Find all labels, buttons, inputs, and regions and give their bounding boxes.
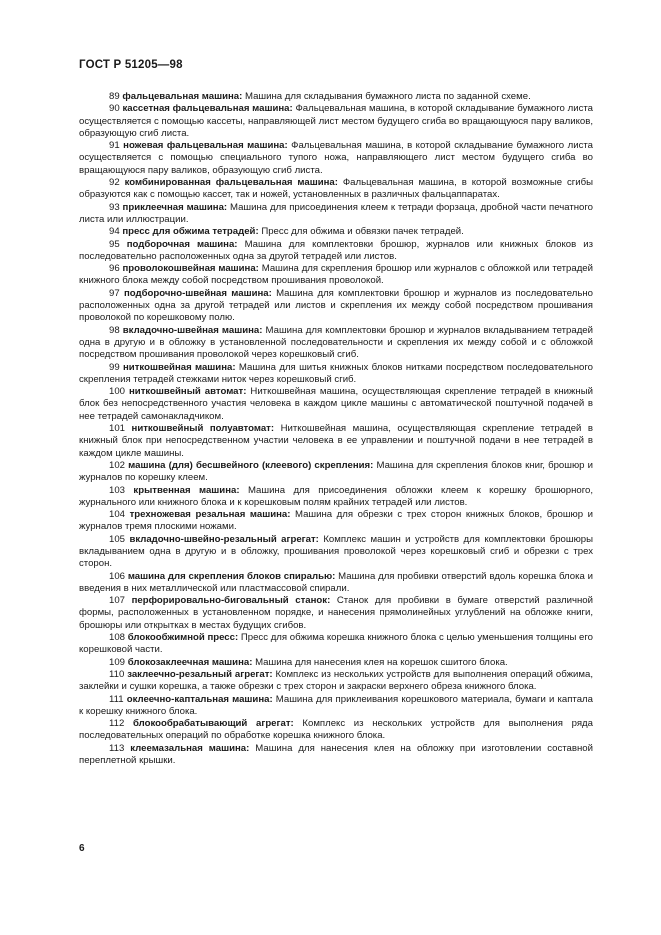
entry-term: вкладочно-швейно-резальный агрегат:	[129, 533, 319, 545]
entry-definition: Пресс для обжима корешка книжного блока с целью уменьшения толщины его корешковой части.	[79, 632, 593, 656]
glossary-entry-104	[79, 509, 593, 534]
entry-term: комбинированная фальцевальная машина:	[124, 177, 338, 189]
entry-definition: Машина для комплектовки брошюр и журналов из последовательно расположенных одна за другой тетрадей или листов и скрепления их между собой посредством прошивания проволокой по корешковому полю.	[79, 287, 593, 324]
entry-number: 106	[109, 570, 126, 582]
glossary-entry-89	[79, 91, 593, 103]
entry-term: фальцевальная машина:	[122, 91, 243, 102]
entry-number: 111	[109, 693, 124, 705]
glossary-entry-96	[79, 263, 593, 288]
entry-term: вкладочно-швейная машина:	[122, 324, 263, 336]
glossary-entry-95	[79, 239, 593, 264]
glossary-entry-105	[79, 534, 593, 571]
glossary-entry-109	[79, 657, 593, 669]
entry-definition: Машина для нанесения клея на обложку при изготовлении составной переплетной крышки.	[79, 742, 593, 767]
entry-definition: Комплекс из нескольких устройств для выполнения ряда последовательных операций по обработке корешка книжного блока.	[79, 718, 593, 742]
glossary-entry-102	[79, 460, 593, 485]
entry-definition: Ниткошвейная машина, осуществляющая скрепление тетрадей в книжный блок без непосредственного участия человека в каждом цикле машины с автоматической поштучной подачей в нее тетрадей самонакладчиком.	[79, 386, 593, 422]
entry-number: 104	[109, 509, 126, 521]
entry-term: ножевая фальцевальная машина:	[123, 140, 288, 152]
glossary-entry-100	[79, 386, 593, 423]
entry-definition: Комплекс из нескольких устройств для выполнения операций обжима, заклейки и сушки корешка, а также обрезки с трех сторон и закраски верхнего обреза книжного блока.	[79, 668, 593, 693]
glossary-entry-94	[79, 226, 593, 238]
glossary-entry-113	[79, 743, 593, 768]
entry-term: трехножевая резальная машина:	[129, 509, 291, 521]
entry-term: проволокошвейная машина:	[122, 263, 259, 275]
entry-definition: Фальцевальная машина, в которой складывание бумажного листа осуществляется с помощью кассеты, направляющей лист местом будущего сгиба во вращающуюся пару валиков, образующую сгиб листа.	[79, 103, 593, 139]
glossary-entry-111	[79, 694, 593, 719]
glossary-entry-90	[79, 103, 593, 140]
entry-number: 108	[109, 632, 126, 644]
entry-number: 89	[109, 91, 120, 102]
glossary-entry-93	[79, 202, 593, 227]
entry-number: 105	[109, 533, 126, 545]
entry-definition: Машина для скрепления брошюр или журналов с обложкой или тетрадей книжного блока между собой посредством прошивания проволокой.	[79, 263, 593, 287]
entry-term: машина для скрепления блоков спиралью:	[127, 570, 336, 582]
entry-number: 97	[109, 287, 120, 299]
page-number: 6	[79, 843, 85, 854]
glossary-entry-91	[79, 140, 593, 177]
entry-definition: Машина для комплектовки брошюр, журналов или книжных блоков из последовательно расположенных одна за другой тетрадей или листов.	[79, 238, 594, 262]
entry-definition: Пресс для обжима и обвязки пачек тетрадей.	[261, 226, 464, 238]
entry-number: 93	[109, 201, 120, 213]
glossary-entry-110	[79, 669, 593, 694]
entry-definition: Машина для приклеивания корешкового материала, бумаги и каптала к корешку книжного блока.	[79, 693, 593, 717]
entry-definition: Машина для пробивки отверстий вдоль корешка блока и введения в них металлической или пластмассовой спирали.	[79, 570, 593, 594]
entry-definition: Станок для пробивки в бумаге отверстий различной формы, расположенных в установленном порядке, и нанесения прямолинейных углублений на обложке книги, брошюры или открытках в местах будущих сгибов.	[79, 595, 593, 631]
entry-number: 90	[109, 103, 120, 115]
entry-number: 92	[109, 177, 120, 189]
entry-term: кассетная фальцевальная машина:	[122, 103, 293, 115]
document-header: ГОСТ Р 51205—98	[79, 59, 183, 71]
entry-number: 101	[109, 423, 126, 435]
entry-term: ниткошвейный автомат:	[129, 386, 247, 398]
glossary-entry-97	[79, 288, 593, 325]
entry-number: 99	[109, 361, 120, 373]
entry-definition: Ниткошвейная машина, осуществляющая скрепление тетрадей в книжный блок при непосредственном участии человека в ее управлении и поштучной подачи в нее тетрадей в каждом цикле машины.	[79, 423, 594, 459]
entry-definition: Машина для присоединения обложки клеем к корешку брошюрного, журнального или книжного блока и к корешковым полям крайних тетрадей или листов.	[79, 484, 594, 508]
entry-number: 110	[109, 668, 125, 680]
glossary-entry-92	[79, 177, 593, 202]
entry-number: 95	[109, 238, 120, 250]
entry-term: подборочная машина:	[126, 238, 238, 250]
entry-definition: Фальцевальная машина, в которой складывание бумажного листа осуществляется с помощью специального тупого ножа, направляющего лист местом будущего сгиба во вращающуюся пару валиков, образующую сгиб листа.	[79, 140, 593, 176]
entry-number: 109	[109, 656, 126, 668]
entry-number: 103	[109, 484, 126, 496]
entry-term: подборочно-швейная машина:	[123, 287, 272, 299]
entry-number: 100	[109, 386, 126, 398]
entry-term: крытвенная машина:	[133, 484, 240, 496]
entry-term: блокообрабатывающий агрегат:	[132, 718, 294, 730]
glossary-entry-107	[79, 595, 593, 632]
entry-definition: Машина для обрезки с трех сторон книжных блоков, брошюр и журналов тремя плоскими ножами.	[79, 509, 593, 533]
entry-term: оклеечно-каптальная машина:	[126, 693, 273, 705]
entry-term: машина (для) бесшвейного (клеевого) скрепления:	[128, 459, 374, 471]
glossary-entry-98	[79, 325, 593, 362]
entry-term: ниткошвейная машина:	[123, 361, 236, 373]
entry-number: 96	[109, 263, 120, 275]
entry-number: 113	[109, 742, 125, 754]
entry-definition: Фальцевальная машина, в которой возможные сгибы образуются как с помощью кассет, так и ножей, установленных в различных фальцаппаратах.	[79, 177, 594, 201]
entry-term: приклеечная машина:	[122, 201, 228, 213]
entry-number: 91	[109, 140, 120, 152]
entry-definition: Комплекс машин и устройств для комплектовки брошюры вкладыванием одна в другую и в обложку, прошивания проволокой через корешковый сгиб и обрезки с трех сторон.	[79, 533, 594, 570]
entry-definition: Машина для шитья книжных блоков нитками посредством последовательного скрепления тетрадей стежками ниток через корешковый сгиб.	[79, 361, 594, 385]
entry-term: блокозаклеечная машина:	[127, 656, 253, 668]
glossary-entry-99	[79, 362, 593, 387]
glossary-entry-103	[79, 485, 593, 510]
entry-definition: Машина для нанесения клея на корешок сшитого блока.	[255, 656, 508, 668]
entry-term: перфорировально-биговальный станок:	[131, 595, 331, 607]
entry-definition: Машина для комплектовки брошюр и журналов вкладыванием тетрадей одна в другую и в обложку в установленной последовательности и скрепления их между собой и с обложкой посредством прошивания проволокой через корешковый сгиб.	[79, 324, 593, 361]
glossary-entry-108	[79, 632, 593, 657]
glossary-entry-106	[79, 571, 593, 596]
entry-number: 107	[109, 595, 126, 607]
entry-number: 98	[109, 324, 120, 336]
glossary-entry-101	[79, 423, 593, 460]
entry-definition: Машина для присоединения клеем к тетради форзаца, дробной части печатного листа или иллюстрации.	[79, 201, 593, 225]
entry-number: 102	[109, 459, 126, 471]
entry-number: 94	[109, 226, 120, 238]
entry-term: блокообжимной пресс:	[127, 632, 239, 644]
entry-term: заклеечно-резальный агрегат:	[127, 668, 273, 680]
glossary-entry-112	[79, 718, 593, 743]
entry-number: 112	[109, 718, 125, 730]
entry-term: ниткошвейный полуавтомат:	[131, 423, 275, 435]
entry-term: клеемазальная машина:	[130, 742, 250, 754]
glossary-body	[79, 91, 593, 767]
entry-definition: Машина для складывания бумажного листа по заданной схеме.	[245, 91, 531, 102]
entry-term: пресс для обжима тетрадей:	[122, 226, 259, 238]
entry-definition: Машина для скрепления блоков книг, брошюр и журналов по корешку клеем.	[79, 459, 593, 484]
